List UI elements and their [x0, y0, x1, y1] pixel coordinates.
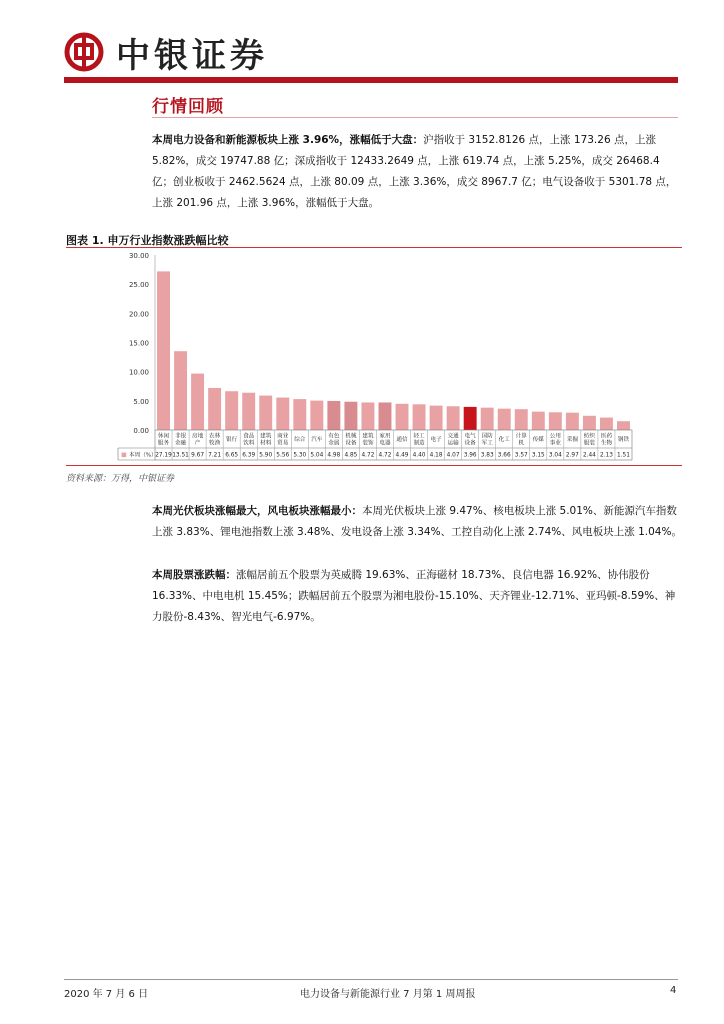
paragraph-lead: 本周光伏板块涨幅最大，风电板块涨幅最小： — [152, 505, 362, 517]
category-label: 医药生物 — [600, 433, 613, 447]
category-label: 银行 — [226, 437, 238, 443]
category-label: 有色金属 — [328, 433, 340, 447]
value-label: 3.96 — [463, 452, 477, 459]
bar — [157, 271, 170, 430]
bar — [481, 408, 494, 430]
value-label: 3.15 — [531, 452, 545, 459]
category-label: 汽车 — [311, 437, 323, 443]
category-label: 房地产 — [191, 433, 204, 447]
bar — [361, 402, 374, 430]
category-label: 机械设备 — [345, 433, 357, 447]
category-label: 商业贸易 — [277, 433, 289, 447]
legend-marker: ■ — [121, 451, 127, 459]
brand-logo — [64, 30, 268, 74]
bar — [191, 374, 204, 430]
y-tick-label: 25.00 — [128, 281, 149, 290]
y-tick-label: 15.00 — [128, 339, 149, 348]
paragraph-lead: 本周股票涨跌幅： — [152, 569, 236, 581]
value-label: 5.90 — [259, 452, 273, 459]
value-label: 4.07 — [446, 452, 460, 459]
category-label: 传媒 — [532, 437, 544, 443]
stock-movers-paragraph — [152, 565, 682, 628]
bar — [600, 418, 613, 430]
value-label: 1.51 — [617, 452, 630, 459]
bar — [379, 402, 392, 430]
footer-date: 2020 年 7 月 6 日 — [64, 989, 149, 1000]
bar — [208, 388, 221, 430]
y-tick-label: 20.00 — [128, 310, 149, 319]
figure-title-divider — [66, 247, 682, 248]
category-label: 采掘 — [566, 437, 578, 443]
bar — [327, 401, 340, 430]
value-label: 2.13 — [599, 452, 613, 459]
brand-name: 中银证券 — [116, 35, 268, 76]
value-label: 7.21 — [208, 452, 222, 459]
figure-title: 图表 1. 申万行业指数涨跌幅比较 — [66, 234, 229, 247]
bar — [498, 409, 511, 430]
market-review-paragraph — [152, 130, 682, 214]
category-label: 家用电器 — [379, 433, 391, 447]
section-title-divider — [152, 117, 678, 118]
value-label: 5.56 — [276, 452, 290, 459]
bar — [617, 421, 630, 430]
category-label: 纺织服装 — [583, 433, 596, 447]
value-label: 2.44 — [582, 452, 596, 459]
category-label: 建筑装饰 — [362, 433, 374, 447]
category-label: 通信 — [396, 437, 408, 443]
bar — [413, 404, 426, 430]
category-label: 轻工制造 — [413, 433, 425, 447]
category-label: 非银金融 — [174, 433, 187, 447]
value-label: 27.19 — [155, 452, 172, 459]
bar — [293, 399, 306, 430]
bar — [583, 416, 596, 430]
section-title: 行情回顾 — [152, 97, 224, 117]
category-label: 国防军工 — [481, 433, 493, 447]
value-label: 4.18 — [429, 452, 443, 459]
value-label: 5.30 — [293, 452, 307, 459]
value-label: 3.57 — [514, 452, 528, 459]
footer-divider — [64, 979, 678, 980]
category-label: 计算机 — [515, 433, 527, 447]
sector-performance-paragraph — [152, 501, 682, 543]
category-label: 电子 — [430, 437, 442, 443]
value-label: 2.97 — [565, 452, 579, 459]
category-label: 电气设备 — [464, 433, 476, 447]
y-tick-label: 30.00 — [128, 252, 149, 260]
bar — [242, 393, 255, 430]
category-label: 公用事业 — [549, 433, 561, 447]
value-label: 3.04 — [548, 452, 562, 459]
value-label: 4.85 — [344, 452, 358, 459]
value-label: 4.72 — [361, 452, 375, 459]
paragraph-body: 本周光伏板块上涨 9.47%、核电板块上涨 5.01%、新能源汽车指数上涨 3.83%、锂电池指数上涨 3.48%、发电设备上涨 3.34%、工控自动化上涨 2.74%、风电板块上涨 1.04%。 — [152, 505, 682, 538]
bar — [276, 398, 289, 430]
category-label: 休闲服务 — [157, 433, 170, 447]
bar — [396, 404, 409, 430]
paragraph-body: 涨幅居前五个股票为英威腾 19.63%、正海磁材 18.73%、良信电器 16.92%、协伟股份 16.33%、中电电机 15.45%；跌幅居前五个股票为湘电股份-15.10%、天齐锂业-12.71%、亚玛顿-8.59%、神力股份-8.43%、智光电气-6.97%。 — [152, 569, 676, 623]
category-label: 钢铁 — [617, 437, 630, 443]
figure-bottom-divider — [66, 465, 682, 466]
value-label: 3.66 — [497, 452, 511, 459]
value-label: 9.67 — [191, 452, 205, 459]
bar — [549, 412, 562, 430]
bar — [430, 406, 443, 430]
value-label: 4.98 — [327, 452, 341, 459]
paragraph-lead: 本周电力设备和新能源板块上涨 3.96%，涨幅低于大盘： — [152, 134, 424, 146]
bar — [225, 391, 238, 430]
bar — [344, 402, 357, 430]
industry-index-bar-chart — [100, 250, 670, 462]
page-number: 4 — [670, 985, 677, 996]
value-label: 4.49 — [395, 452, 409, 459]
value-label: 13.51 — [172, 452, 189, 459]
category-label: 综合 — [294, 437, 306, 443]
category-label: 建筑材料 — [260, 433, 272, 447]
bar — [532, 412, 545, 430]
value-label: 6.65 — [225, 452, 239, 459]
bar — [259, 396, 272, 430]
bank-of-china-logo-icon — [64, 32, 104, 72]
category-label: 食品饮料 — [243, 433, 255, 447]
bar — [310, 401, 323, 430]
y-tick-label: 5.00 — [133, 397, 149, 406]
figure-source: 资料来源：万得，中银证券 — [66, 474, 175, 484]
bar — [447, 406, 460, 430]
value-label: 3.83 — [480, 452, 494, 459]
y-tick-label: 10.00 — [128, 368, 149, 377]
bar — [515, 409, 528, 430]
footer-report-title: 电力设备与新能源行业 7 月第 1 周周报 — [300, 989, 476, 1000]
paragraph-body: 沪指收于 3152.8126 点，上涨 173.26 点，上涨 5.82%，成交 19747.88 亿；深成指收于 12433.2649 点，上涨 619.74 点，上涨 5.25%，成交 26468.4 亿；创业板收于 2462.5624 点，上涨 80.09 点，上涨 3.36%，成交 8967.7 亿；电气设备收于 5301.78 点，上涨 201.96 点，上涨 3.96%，涨幅低于大盘。 — [152, 134, 677, 209]
bar — [464, 407, 477, 430]
header-divider — [64, 77, 678, 83]
value-label: 4.40 — [412, 452, 426, 459]
category-label: 化工 — [498, 437, 510, 443]
value-label: 5.04 — [310, 452, 324, 459]
bar — [174, 351, 187, 430]
category-label: 交通运输 — [447, 433, 459, 447]
value-label: 4.72 — [378, 452, 392, 459]
category-label: 农林牧渔 — [209, 433, 221, 447]
value-label: 6.39 — [242, 452, 256, 459]
legend-label: 本周（%） — [129, 452, 157, 459]
bar — [566, 413, 579, 430]
y-tick-label: 0.00 — [133, 427, 149, 435]
